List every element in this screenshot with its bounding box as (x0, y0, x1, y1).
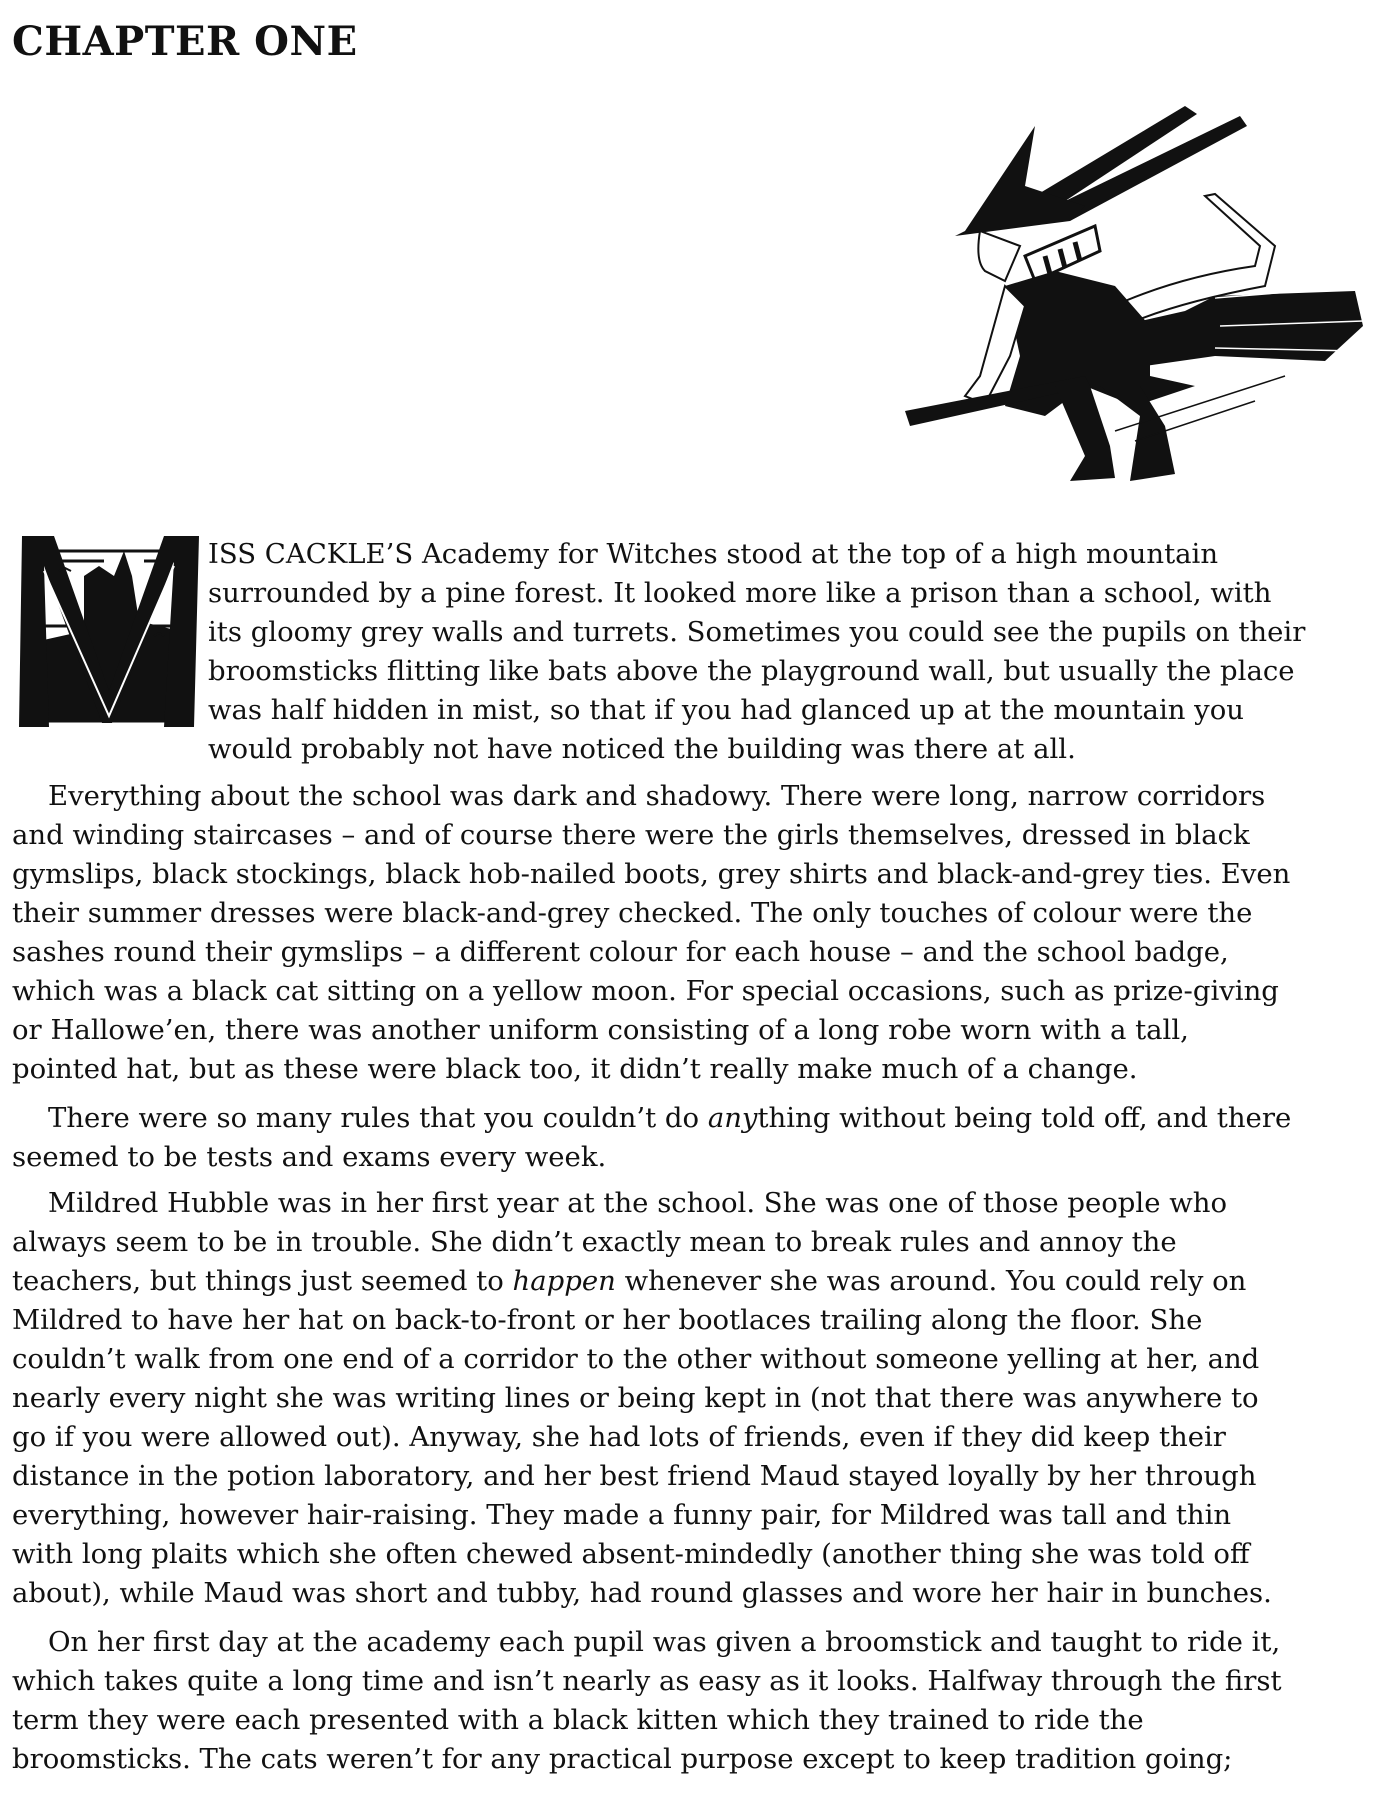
text-line: about), while Maud was short and tubby, had round glasses and wore her hair in bunches. (12, 1577, 1272, 1609)
text-run: There were so many rules that you couldn’t do (48, 1102, 708, 1134)
text-line: On her first day at the academy each pupil was given a broomstick and taught to ride it, (48, 1626, 1281, 1658)
text-run: thing without being told off, and there (757, 1102, 1292, 1134)
text-line: surrounded by a pine forest. It looked more like a prison than a school, with (208, 577, 1272, 609)
text-line: broomsticks flitting like bats above the playground wall, but usually the place (208, 655, 1295, 687)
text-line: their summer dresses were black-and-grey checked. The only touches of colour were the (12, 897, 1253, 929)
text-line: distance in the potion laboratory, and her best friend Maud stayed loyally by her through (12, 1460, 1257, 1492)
chapter-title: CHAPTER ONE (12, 18, 358, 65)
text-line: Mildred Hubble was in her first year at the school. She was one of those people who (48, 1187, 1228, 1219)
text-line: its gloomy grey walls and turrets. Sometimes you could see the pupils on their (208, 616, 1306, 648)
text-line: term they were each presented with a black kitten which they trained to ride the (12, 1704, 1144, 1736)
witch-on-broomstick-illustration (885, 86, 1365, 498)
text-line: Mildred to have her hat on back-to-front or her bootlaces trailing along the floor. She (12, 1304, 1203, 1336)
text-line: broomsticks. The cats weren’t for any practical purpose except to keep tradition going; (12, 1743, 1233, 1775)
text-line: which takes quite a long time and isn’t nearly as easy as it looks. Halfway through the first (12, 1665, 1282, 1697)
text-line: was half hidden in mist, so that if you had glanced up at the mountain you (208, 694, 1244, 726)
text-line: Everything about the school was dark and shadowy. There were long, narrow corridors (48, 780, 1266, 812)
text-line: with long plaits which she often chewed absent-mindedly (another thing she was told off (12, 1538, 1250, 1570)
text-line: always seem to be in trouble. She didn’t exactly mean to break rules and annoy the (12, 1226, 1177, 1258)
text-line: couldn’t walk from one end of a corridor to the other without someone yelling at her, and (12, 1343, 1260, 1375)
text-run: whenever she was around. You could rely on (615, 1265, 1247, 1297)
text-line: ISS CACKLE’S Academy for Witches stood at the top of a high mountain (208, 538, 1219, 570)
paragraph-5 (12, 1623, 1387, 1779)
text-line: sashes round their gymslips – a different colour for each house – and the school badge, (12, 936, 1229, 968)
paragraph-2 (12, 777, 1387, 1089)
paragraph-3 (12, 1099, 1387, 1177)
text-line: nearly every night she was writing lines or being kept in (not that there was anywhere to (12, 1382, 1259, 1414)
paragraph-4 (12, 1184, 1387, 1613)
text-line (12, 1099, 1387, 1138)
text-run: teachers, but things just seemed to (12, 1265, 513, 1297)
text-line: everything, however hair-raising. They made a funny pair, for Mildred was tall and thin (12, 1499, 1232, 1531)
text-line: seemed to be tests and exams every week. (12, 1141, 607, 1173)
text-line: gymslips, black stockings, black hob-nailed boots, grey shirts and black-and-grey ties. Even (12, 858, 1291, 890)
paragraph-1 (12, 535, 1387, 769)
text-line: and winding staircases – and of course there were the girls themselves, dressed in black (12, 819, 1250, 851)
italic-emphasis: happen (512, 1265, 616, 1297)
italic-emphasis: any (707, 1102, 758, 1134)
text-line: or Hallowe’en, there was another uniform consisting of a long robe worn with a tall, (12, 1014, 1189, 1046)
text-line: would probably not have noticed the building was there at all. (208, 733, 1076, 765)
text-line: go if you were allowed out). Anyway, she had lots of friends, even if they did keep their (12, 1421, 1226, 1453)
text-line: pointed hat, but as these were black too, it didn’t really make much of a change. (12, 1053, 1138, 1085)
text-line (12, 1262, 1387, 1301)
text-line: which was a black cat sitting on a yellow moon. For special occasions, such as prize-giving (12, 975, 1279, 1007)
